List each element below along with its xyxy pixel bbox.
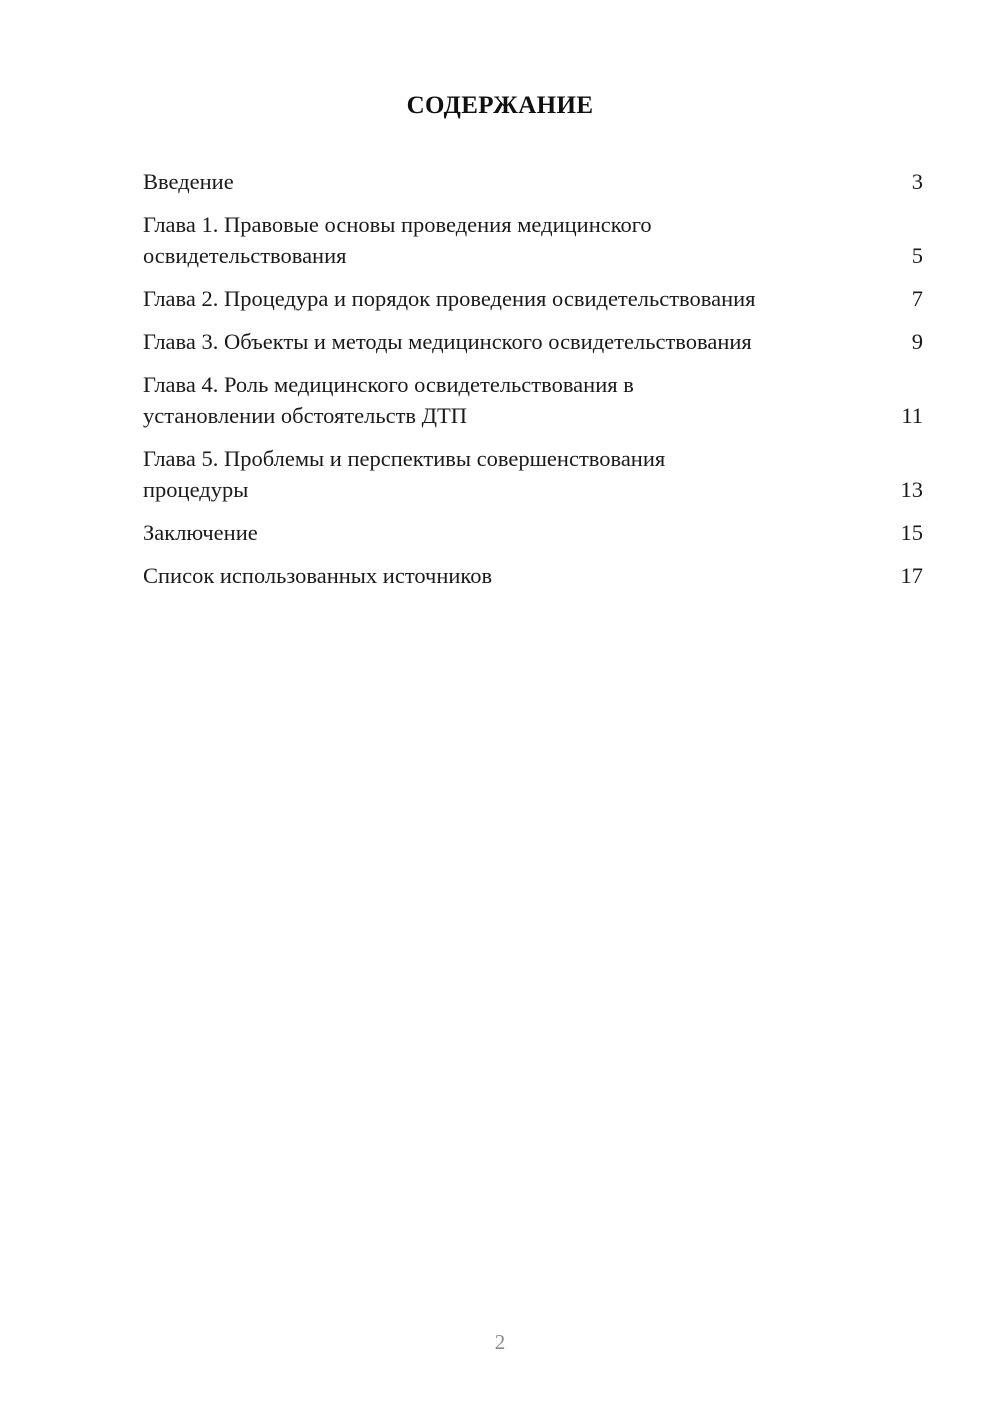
toc-entry-references[interactable] <box>143 560 923 591</box>
toc-entry-title: Введение <box>143 169 234 194</box>
toc-entry-title: Глава 2. Процедура и порядок проведения освидетельствования <box>143 286 756 311</box>
toc-entry-page-number: 7 <box>911 286 923 311</box>
toc-entry-introduction[interactable] <box>143 166 923 197</box>
toc-entry-title: Глава 3. Объекты и методы медицинского освидетельствования <box>143 329 752 354</box>
toc-entry-title: Заключение <box>143 520 258 545</box>
toc-entry-title: Глава 1. Правовые основы проведения медицинского освидетельствования <box>143 212 652 268</box>
toc-entry-chapter-5[interactable] <box>143 443 923 505</box>
table-of-contents <box>143 166 923 603</box>
toc-entry-page-number: 13 <box>900 477 923 502</box>
toc-entry-title: Глава 5. Проблемы и перспективы совершенствования процедуры <box>143 446 666 502</box>
toc-entry-conclusion[interactable] <box>143 517 923 548</box>
toc-entry-title: Глава 4. Роль медицинского освидетельствования в установлении обстоятельств ДТП <box>143 372 634 428</box>
footer-page-number: 2 <box>494 1330 506 1354</box>
toc-entry-page-number: 17 <box>900 563 923 588</box>
toc-entry-page-number: 9 <box>911 329 923 354</box>
toc-entry-chapter-4[interactable] <box>143 369 923 431</box>
toc-entry-chapter-2[interactable] <box>143 283 923 314</box>
toc-entry-chapter-1[interactable] <box>143 209 923 271</box>
toc-entry-chapter-3[interactable] <box>143 326 923 357</box>
toc-entry-page-number: 11 <box>901 403 923 428</box>
toc-entry-page-number: 3 <box>911 169 923 194</box>
toc-entry-page-number: 15 <box>900 520 923 545</box>
toc-entry-page-number: 5 <box>911 243 923 268</box>
page-title: СОДЕРЖАНИЕ <box>406 92 594 119</box>
toc-entry-title: Список использованных источников <box>143 563 493 588</box>
